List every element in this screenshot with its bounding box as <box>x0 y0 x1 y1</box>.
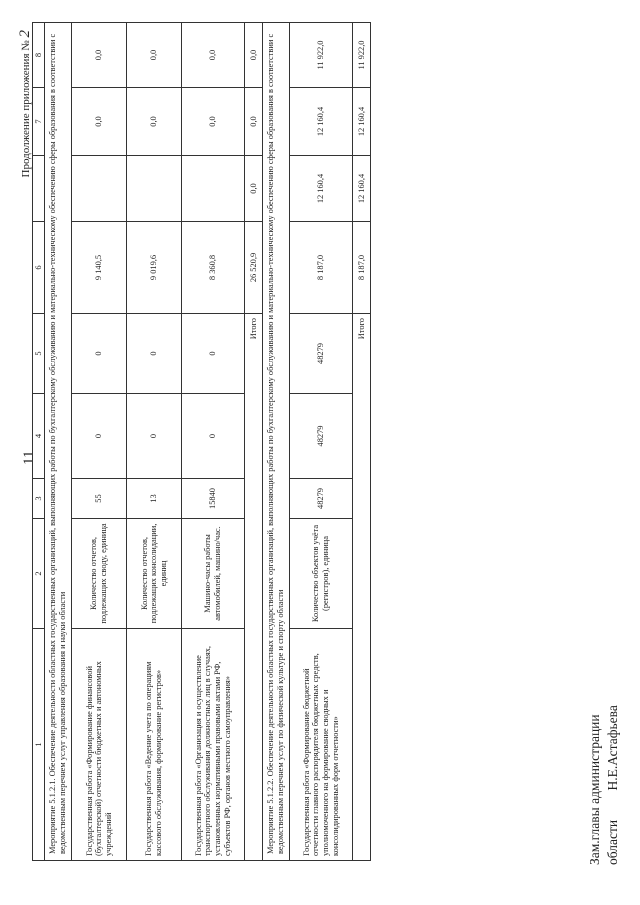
cell-value: 0 <box>127 394 182 479</box>
cell-value: 0,0 <box>127 23 182 88</box>
cell-value: 12 160,4 <box>290 156 353 222</box>
table-row <box>127 23 182 861</box>
continuation-number: 2 <box>17 30 33 38</box>
table-row <box>72 23 127 861</box>
cell-value <box>127 156 182 222</box>
column-number: 4 <box>33 394 45 479</box>
measure-row <box>263 23 290 861</box>
total-row <box>245 23 263 861</box>
cell-value: 48279 <box>290 479 353 519</box>
cell-value: 8 360,8 <box>182 222 245 314</box>
appendix-table <box>32 22 371 861</box>
cell-value: 8 187,0 <box>290 222 353 314</box>
cell-value: 0 <box>72 394 127 479</box>
column-number: 8 <box>33 23 45 88</box>
cell-value: 55 <box>72 479 127 519</box>
column-number: 3 <box>33 479 45 519</box>
table-row <box>290 23 353 861</box>
cell-value: 48279 <box>290 394 353 479</box>
cell-value: 11 922,0 <box>290 23 353 88</box>
work-name: Государственная работа «Формирование финансовой (бухгалтерской) отчетности бюджетных и автономных учреждений <box>72 629 127 861</box>
cell-value: 9 140,5 <box>72 222 127 314</box>
work-name: Государственная работа «Организация и осуществление транспортного обслуживания должностных лиц в случаях, установленных нормативными правовыми актами РФ, субъектов РФ, органов местного самоуправления» <box>182 629 245 861</box>
signature-name: Н.Е.Астафьева <box>604 705 620 791</box>
work-name: Государственная работа «Формирование бюджетной отчетности главного распорядителя бюджетных средств, уполномоченного на формирование сводных и консолидированных форм отчетности» <box>290 629 353 861</box>
signature-position-suffix: области <box>604 819 620 865</box>
cell-value: 0,0 <box>182 88 245 156</box>
column-number: 5 <box>33 314 45 394</box>
total-value: 12 160,4 <box>353 156 371 222</box>
total-value: 0,0 <box>245 88 263 156</box>
signature-block <box>586 705 621 865</box>
table-row <box>182 23 245 861</box>
work-unit: Количество отчетов, подлежащих консолидации, единиц <box>127 519 182 629</box>
signature-position: Зам.главы администрации <box>587 714 602 865</box>
cell-value: 48279 <box>290 314 353 394</box>
work-unit: Машино-часы работы автомобилей, машино/час. <box>182 519 245 629</box>
signature-line <box>604 705 622 865</box>
cell-value: 0 <box>182 314 245 394</box>
total-value: 8 187,0 <box>353 222 371 314</box>
cell-value: 0 <box>127 314 182 394</box>
cell-value: 13 <box>127 479 182 519</box>
work-unit: Количество объектов учёта (регистров), единица <box>290 519 353 629</box>
cell-value <box>182 156 245 222</box>
column-number <box>33 156 45 222</box>
column-number: 6 <box>33 222 45 314</box>
cell-value: 12 160,4 <box>290 88 353 156</box>
continuation-label: Продолжение приложения № <box>20 40 32 178</box>
cell-value <box>72 156 127 222</box>
total-value: 0,0 <box>245 156 263 222</box>
work-unit: Количество отчетов, подлежащих своду, единица <box>72 519 127 629</box>
cell-value: 9 019,6 <box>127 222 182 314</box>
total-row <box>353 23 371 861</box>
cell-value: 0,0 <box>127 88 182 156</box>
measure-title: Мероприятие 5.1.2.2. Обеспечение деятельности областных государственных организаций, выполняющих работы по бухгалтерскому обслуживанию и материально-техническому обеспечению сферы образования в соответствии с ведомственным перечнем услуг по физической культуре и спорту области <box>263 23 290 861</box>
column-number: 2 <box>33 519 45 629</box>
column-number: 1 <box>33 629 45 861</box>
work-name: Государственная работа «Ведение учета по операциям кассового обслуживания, формирование регистров» <box>127 629 182 861</box>
total-value: 26 520,9 <box>245 222 263 314</box>
total-label: Итого <box>353 314 371 861</box>
column-number-row <box>33 23 45 861</box>
cell-value: 15840 <box>182 479 245 519</box>
cell-value: 0,0 <box>72 88 127 156</box>
total-value: 0,0 <box>245 23 263 88</box>
cell-value: 0 <box>182 394 245 479</box>
cell-value: 0,0 <box>182 23 245 88</box>
total-value: 11 922,0 <box>353 23 371 88</box>
cell-value: 0,0 <box>72 23 127 88</box>
page-number: 11 <box>21 450 37 465</box>
cell-value: 0 <box>72 314 127 394</box>
measure-title: Мероприятие 5.1.2.1. Обеспечение деятельности областных государственных организаций, выполняющих работы по бухгалтерскому обслуживанию и материально-техническому обеспечению сферы образования в соответствии с ведомственным перечнем услуг управления образования и науки области <box>45 23 72 861</box>
total-label: Итого <box>245 314 263 861</box>
total-value: 12 160,4 <box>353 88 371 156</box>
measure-row <box>45 23 72 861</box>
column-number: 7 <box>33 88 45 156</box>
